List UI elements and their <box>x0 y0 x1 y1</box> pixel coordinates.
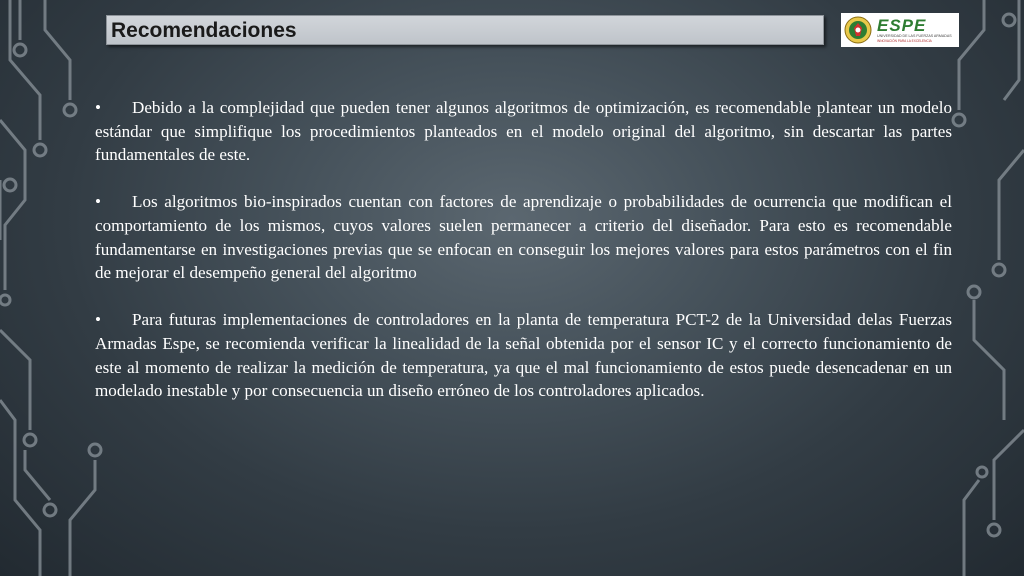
slide-title: Recomendaciones <box>111 19 297 42</box>
recommendations-list <box>95 96 952 426</box>
logo-wordmark: ESPE <box>877 16 927 36</box>
logo-subtitle: UNIVERSIDAD DE LAS FUERZAS ARMADAS <box>877 34 952 39</box>
university-seal-icon <box>844 16 872 44</box>
recommendation-text: Los algoritmos bio-inspirados cuentan con factores de aprendizaje o probabilidades de ocurrencia que modifican el comportamiento de los mismos, cuyos valores suelen permanecer a criterio del diseñador. Para esto es recomendable fundamentarse en investigaciones previas que se enfocan en conseguir los mejores valores para estos parámetros con el fin de mejorar el desempeño general del algoritmo <box>95 192 952 283</box>
bullet-marker: • <box>95 192 101 212</box>
logo-tagline: INNOVACIÓN PARA LA EXCELENCIA <box>877 38 932 43</box>
title-bar <box>106 15 824 45</box>
recommendation-text: Para futuras implementaciones de controladores en la planta de temperatura PCT-2 de la Universidad delas Fuerzas Armadas Espe, se recomienda verificar la linealidad de la señal obtenida por el sensor IC y el correcto funcionamiento de este al momento de realizar la medición de temperatura, ya que el mal funcionamiento de estos puede desencadenar en un modelado inestable y por consecuencia un diseño erróneo de los controladores aplicados. <box>95 310 952 401</box>
bullet-marker: • <box>95 310 101 330</box>
recommendation-text: Debido a la complejidad que pueden tener algunos algoritmos de optimización, es recomendable plantear un modelo estándar que simplifique los procedimientos planteados en el modelo original del algoritmo, sin descartar las partes fundamentales de este. <box>95 98 952 165</box>
recommendation-item <box>95 308 952 402</box>
espe-logo <box>841 13 959 47</box>
recommendation-item <box>95 190 952 284</box>
circuit-decoration-left <box>0 0 110 576</box>
bullet-marker: • <box>95 98 101 117</box>
circuit-decoration-right <box>944 0 1024 576</box>
recommendation-item <box>95 96 952 167</box>
